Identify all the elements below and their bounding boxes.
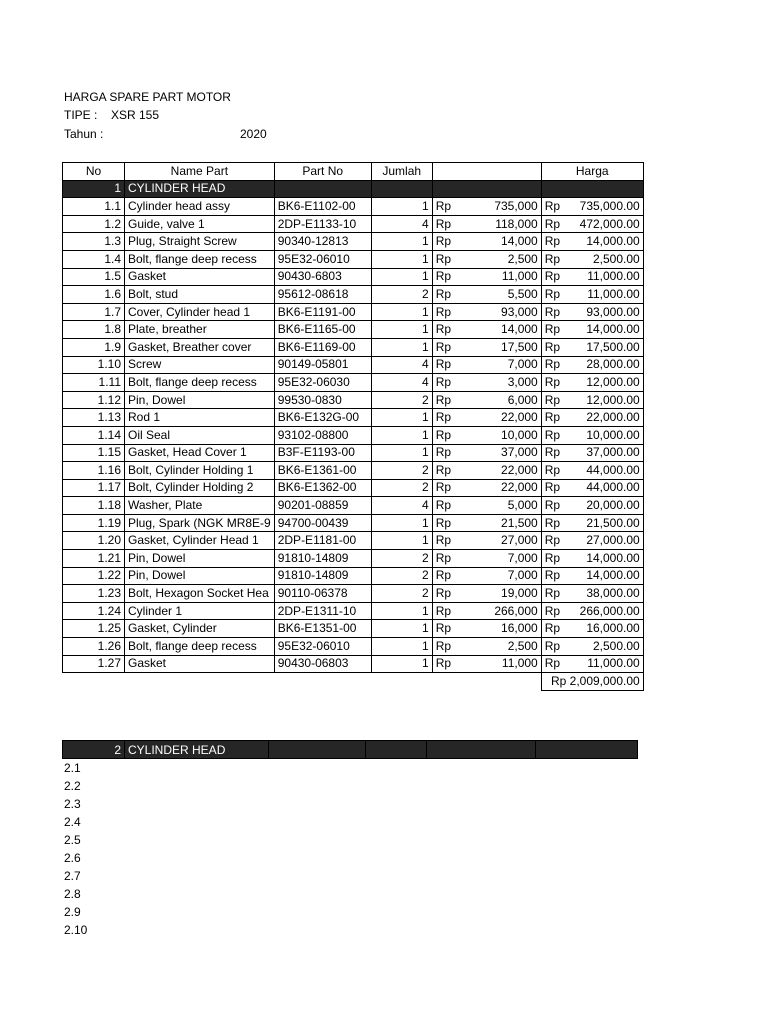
section-cell	[274, 180, 371, 198]
row-price: 19,000	[462, 585, 541, 603]
row-currency: Rp	[541, 198, 571, 216]
row-part-no: 94700-00439	[274, 514, 371, 532]
col-header-part: Part No	[274, 163, 371, 181]
table-row	[63, 514, 644, 532]
row-total: 12,000.00	[571, 391, 643, 409]
row-part-no: 90430-6803	[274, 268, 371, 286]
col-header-name: Name Part	[125, 163, 275, 181]
section2-table	[62, 740, 638, 759]
row-name: Rod 1	[125, 409, 275, 427]
section-cell	[366, 741, 427, 759]
row-currency: Rp	[432, 655, 462, 673]
empty-cell	[63, 673, 542, 691]
row-price: 5,000	[462, 497, 541, 515]
row-part-no: BK6-E1191-00	[274, 303, 371, 321]
row-currency: Rp	[432, 268, 462, 286]
row-part-no: BK6-E1361-00	[274, 462, 371, 480]
row-part-no: B3F-E1193-00	[274, 444, 371, 462]
row-name: Bolt, flange deep recess	[125, 638, 275, 656]
table-row	[63, 620, 644, 638]
row-name: Oil Seal	[125, 426, 275, 444]
row-no: 1.12	[63, 391, 125, 409]
table-row	[63, 444, 644, 462]
row-price: 7,000	[462, 550, 541, 568]
row-currency: Rp	[541, 550, 571, 568]
list-item: 2.7	[64, 869, 81, 883]
row-currency: Rp	[432, 426, 462, 444]
row-name: Plug, Spark (NGK MR8E-9	[125, 514, 275, 532]
row-name: Pin, Dowel	[125, 391, 275, 409]
row-currency: Rp	[432, 638, 462, 656]
list-item: 2.9	[64, 905, 81, 919]
doc-title: HARGA SPARE PART MOTOR	[64, 90, 231, 104]
table-row	[63, 286, 644, 304]
row-name: Bolt, Cylinder Holding 2	[125, 479, 275, 497]
row-part-no: BK6-E1165-00	[274, 321, 371, 339]
row-currency: Rp	[541, 338, 571, 356]
col-header-harga: Harga	[541, 163, 643, 181]
row-currency: Rp	[432, 338, 462, 356]
document-header	[64, 89, 324, 149]
row-total: 472,000.00	[571, 215, 643, 233]
row-qty: 1	[371, 233, 432, 251]
section-no: 1	[63, 180, 125, 198]
row-total: 93,000.00	[571, 303, 643, 321]
row-qty: 4	[371, 497, 432, 515]
row-currency: Rp	[432, 567, 462, 585]
row-qty: 4	[371, 356, 432, 374]
row-total: 14,000.00	[571, 567, 643, 585]
section-name: CYLINDER HEAD	[125, 180, 275, 198]
row-name: Gasket, Cylinder Head 1	[125, 532, 275, 550]
row-currency: Rp	[432, 532, 462, 550]
row-qty: 1	[371, 338, 432, 356]
row-currency: Rp	[541, 602, 571, 620]
row-no: 1.7	[63, 303, 125, 321]
row-qty: 1	[371, 198, 432, 216]
row-no: 1.15	[63, 444, 125, 462]
row-currency: Rp	[541, 479, 571, 497]
row-name: Gasket, Head Cover 1	[125, 444, 275, 462]
row-total: 28,000.00	[571, 356, 643, 374]
row-qty: 1	[371, 638, 432, 656]
tahun-value: 2020	[240, 127, 267, 141]
row-qty: 2	[371, 550, 432, 568]
row-currency: Rp	[432, 321, 462, 339]
row-price: 118,000	[462, 215, 541, 233]
row-currency: Rp	[432, 462, 462, 480]
row-currency: Rp	[432, 391, 462, 409]
list-item: 2.2	[64, 779, 81, 793]
section2-no: 2	[63, 741, 125, 759]
row-price: 22,000	[462, 409, 541, 427]
row-name: Cylinder head assy	[125, 198, 275, 216]
row-total: 14,000.00	[571, 321, 643, 339]
row-currency: Rp	[541, 391, 571, 409]
row-currency: Rp	[541, 638, 571, 656]
row-price: 7,000	[462, 356, 541, 374]
list-item: 2.8	[64, 887, 81, 901]
row-total: 38,000.00	[571, 585, 643, 603]
row-part-no: 91810-14809	[274, 550, 371, 568]
table-row	[63, 532, 644, 550]
row-currency: Rp	[541, 497, 571, 515]
row-total: 37,000.00	[571, 444, 643, 462]
row-currency: Rp	[432, 356, 462, 374]
row-part-no: 95612-08618	[274, 286, 371, 304]
row-total: 22,000.00	[571, 409, 643, 427]
row-currency: Rp	[541, 321, 571, 339]
row-total: 11,000.00	[571, 286, 643, 304]
section2-items	[64, 759, 87, 939]
row-total: 44,000.00	[571, 479, 643, 497]
row-no: 1.3	[63, 233, 125, 251]
row-no: 1.2	[63, 215, 125, 233]
row-currency: Rp	[541, 585, 571, 603]
row-total: 12,000.00	[571, 374, 643, 392]
row-currency: Rp	[541, 444, 571, 462]
row-currency: Rp	[432, 286, 462, 304]
tipe-value: XSR 155	[111, 108, 160, 122]
row-name: Gasket, Cylinder	[125, 620, 275, 638]
row-total: 11,000.00	[571, 268, 643, 286]
row-qty: 4	[371, 215, 432, 233]
row-no: 1.21	[63, 550, 125, 568]
row-part-no: 95E32-06010	[274, 250, 371, 268]
col-header-qty: Jumlah	[371, 163, 432, 181]
row-currency: Rp	[541, 514, 571, 532]
row-currency: Rp	[541, 303, 571, 321]
row-name: Bolt, flange deep recess	[125, 250, 275, 268]
row-currency: Rp	[541, 286, 571, 304]
row-total: 10,000.00	[571, 426, 643, 444]
row-no: 1.6	[63, 286, 125, 304]
row-no: 1.19	[63, 514, 125, 532]
row-total: 44,000.00	[571, 462, 643, 480]
row-qty: 1	[371, 655, 432, 673]
row-currency: Rp	[432, 374, 462, 392]
row-part-no: 90430-06803	[274, 655, 371, 673]
row-total: 266,000.00	[571, 602, 643, 620]
row-name: Bolt, Cylinder Holding 1	[125, 462, 275, 480]
table-row	[63, 462, 644, 480]
row-qty: 1	[371, 426, 432, 444]
row-part-no: 2DP-E1181-00	[274, 532, 371, 550]
table-row	[63, 497, 644, 515]
section-row	[63, 180, 644, 198]
table-row	[63, 250, 644, 268]
row-qty: 1	[371, 268, 432, 286]
row-no: 1.11	[63, 374, 125, 392]
row-total: 20,000.00	[571, 497, 643, 515]
row-part-no: 90201-08859	[274, 497, 371, 515]
table-row	[63, 426, 644, 444]
row-no: 1.16	[63, 462, 125, 480]
row-price: 16,000	[462, 620, 541, 638]
row-part-no: 93102-08800	[274, 426, 371, 444]
row-name: Washer, Plate	[125, 497, 275, 515]
col-header-price	[432, 163, 541, 181]
row-qty: 2	[371, 567, 432, 585]
row-price: 5,500	[462, 286, 541, 304]
row-currency: Rp	[432, 620, 462, 638]
row-price: 10,000	[462, 426, 541, 444]
row-qty: 1	[371, 514, 432, 532]
table-row	[63, 374, 644, 392]
row-currency: Rp	[541, 532, 571, 550]
row-no: 1.25	[63, 620, 125, 638]
row-currency: Rp	[432, 215, 462, 233]
row-name: Gasket	[125, 268, 275, 286]
row-total: 11,000.00	[571, 655, 643, 673]
table-row	[63, 356, 644, 374]
row-total: 2,500.00	[571, 638, 643, 656]
row-no: 1.5	[63, 268, 125, 286]
row-currency: Rp	[432, 250, 462, 268]
row-price: 37,000	[462, 444, 541, 462]
row-no: 1.13	[63, 409, 125, 427]
row-no: 1.18	[63, 497, 125, 515]
row-price: 735,000	[462, 198, 541, 216]
row-qty: 2	[371, 479, 432, 497]
row-no: 1.1	[63, 198, 125, 216]
row-currency: Rp	[541, 233, 571, 251]
row-no: 1.23	[63, 585, 125, 603]
table-row	[63, 321, 644, 339]
row-part-no: 2DP-E1133-10	[274, 215, 371, 233]
row-qty: 1	[371, 321, 432, 339]
row-total: 27,000.00	[571, 532, 643, 550]
section-cell	[536, 741, 638, 759]
row-name: Cylinder 1	[125, 602, 275, 620]
row-qty: 2	[371, 585, 432, 603]
row-price: 266,000	[462, 602, 541, 620]
row-price: 11,000	[462, 655, 541, 673]
row-name: Plug, Straight Screw	[125, 233, 275, 251]
row-no: 1.4	[63, 250, 125, 268]
row-no: 1.8	[63, 321, 125, 339]
tahun-label: Tahun :	[64, 127, 104, 141]
row-price: 17,500	[462, 338, 541, 356]
row-currency: Rp	[541, 268, 571, 286]
section-row	[63, 741, 638, 759]
row-currency: Rp	[541, 567, 571, 585]
row-total: 735,000.00	[571, 198, 643, 216]
list-item: 2.5	[64, 833, 81, 847]
row-currency: Rp	[432, 514, 462, 532]
row-qty: 2	[371, 462, 432, 480]
row-price: 93,000	[462, 303, 541, 321]
row-currency: Rp	[432, 444, 462, 462]
row-qty: 1	[371, 602, 432, 620]
row-price: 14,000	[462, 321, 541, 339]
row-qty: 1	[371, 532, 432, 550]
table-row	[63, 268, 644, 286]
row-name: Bolt, stud	[125, 286, 275, 304]
row-currency: Rp	[432, 497, 462, 515]
table-row	[63, 233, 644, 251]
row-no: 1.26	[63, 638, 125, 656]
row-no: 1.10	[63, 356, 125, 374]
row-qty: 4	[371, 374, 432, 392]
row-qty: 1	[371, 250, 432, 268]
table-row	[63, 602, 644, 620]
row-price: 22,000	[462, 462, 541, 480]
row-no: 1.24	[63, 602, 125, 620]
row-currency: Rp	[541, 462, 571, 480]
row-part-no: 90340-12813	[274, 233, 371, 251]
row-price: 2,500	[462, 638, 541, 656]
row-currency: Rp	[541, 250, 571, 268]
table-row	[63, 303, 644, 321]
table-row	[63, 338, 644, 356]
row-name: Pin, Dowel	[125, 567, 275, 585]
section-cell	[269, 741, 366, 759]
row-part-no: BK6-E1169-00	[274, 338, 371, 356]
row-part-no: 91810-14809	[274, 567, 371, 585]
row-currency: Rp	[541, 409, 571, 427]
row-part-no: BK6-E1102-00	[274, 198, 371, 216]
row-price: 21,500	[462, 514, 541, 532]
row-price: 7,000	[462, 567, 541, 585]
row-currency: Rp	[541, 655, 571, 673]
table-row	[63, 550, 644, 568]
row-currency: Rp	[541, 426, 571, 444]
row-currency: Rp	[432, 550, 462, 568]
table-row	[63, 215, 644, 233]
row-currency: Rp	[541, 215, 571, 233]
row-name: Gasket	[125, 655, 275, 673]
table-row	[63, 655, 644, 673]
table-header-row	[63, 163, 644, 181]
row-currency: Rp	[432, 303, 462, 321]
row-price: 2,500	[462, 250, 541, 268]
table-row	[63, 391, 644, 409]
row-total: 21,500.00	[571, 514, 643, 532]
row-price: 14,000	[462, 233, 541, 251]
row-total: 14,000.00	[571, 233, 643, 251]
row-part-no: 99530-0830	[274, 391, 371, 409]
row-qty: 2	[371, 391, 432, 409]
row-no: 1.22	[63, 567, 125, 585]
row-no: 1.9	[63, 338, 125, 356]
row-currency: Rp	[432, 585, 462, 603]
row-part-no: 95E32-06030	[274, 374, 371, 392]
row-price: 27,000	[462, 532, 541, 550]
row-part-no: 90110-06378	[274, 585, 371, 603]
row-part-no: 2DP-E1311-10	[274, 602, 371, 620]
row-part-no: 90149-05801	[274, 356, 371, 374]
grand-total: Rp 2,009,000.00	[541, 673, 643, 691]
row-name: Screw	[125, 356, 275, 374]
row-currency: Rp	[432, 233, 462, 251]
row-currency: Rp	[432, 198, 462, 216]
row-name: Guide, valve 1	[125, 215, 275, 233]
row-name: Gasket, Breather cover	[125, 338, 275, 356]
row-no: 1.20	[63, 532, 125, 550]
row-total: 16,000.00	[571, 620, 643, 638]
row-price: 6,000	[462, 391, 541, 409]
parts-table	[62, 162, 644, 691]
row-qty: 1	[371, 409, 432, 427]
table-row	[63, 585, 644, 603]
row-name: Plate, breather	[125, 321, 275, 339]
col-header-no: No	[63, 163, 125, 181]
row-qty: 2	[371, 286, 432, 304]
section2-name: CYLINDER HEAD	[125, 741, 269, 759]
row-currency: Rp	[541, 620, 571, 638]
list-item: 2.10	[64, 923, 88, 937]
list-item: 2.6	[64, 851, 81, 865]
section-cell	[371, 180, 432, 198]
row-currency: Rp	[541, 356, 571, 374]
total-row	[63, 673, 644, 691]
row-name: Bolt, flange deep recess	[125, 374, 275, 392]
row-qty: 1	[371, 303, 432, 321]
section-cell	[432, 180, 541, 198]
table-row	[63, 479, 644, 497]
row-name: Cover, Cylinder head 1	[125, 303, 275, 321]
tipe-label: TIPE :	[64, 108, 98, 122]
row-qty: 1	[371, 444, 432, 462]
row-currency: Rp	[541, 374, 571, 392]
row-no: 1.14	[63, 426, 125, 444]
row-currency: Rp	[432, 479, 462, 497]
row-name: Bolt, Hexagon Socket Hea	[125, 585, 275, 603]
row-total: 2,500.00	[571, 250, 643, 268]
row-no: 1.27	[63, 655, 125, 673]
row-total: 14,000.00	[571, 550, 643, 568]
row-part-no: BK6-E1351-00	[274, 620, 371, 638]
table-row	[63, 198, 644, 216]
row-name: Pin, Dowel	[125, 550, 275, 568]
row-price: 3,000	[462, 374, 541, 392]
list-item: 2.1	[64, 761, 81, 775]
row-currency: Rp	[432, 602, 462, 620]
row-price: 11,000	[462, 268, 541, 286]
table-row	[63, 567, 644, 585]
list-item: 2.3	[64, 797, 81, 811]
row-qty: 1	[371, 620, 432, 638]
table-row	[63, 409, 644, 427]
row-part-no: 95E32-06010	[274, 638, 371, 656]
row-currency: Rp	[432, 409, 462, 427]
row-total: 17,500.00	[571, 338, 643, 356]
row-part-no: BK6-E1362-00	[274, 479, 371, 497]
row-part-no: BK6-E132G-00	[274, 409, 371, 427]
section-cell	[427, 741, 536, 759]
row-price: 22,000	[462, 479, 541, 497]
list-item: 2.4	[64, 815, 81, 829]
section-cell	[541, 180, 643, 198]
row-no: 1.17	[63, 479, 125, 497]
table-row	[63, 638, 644, 656]
